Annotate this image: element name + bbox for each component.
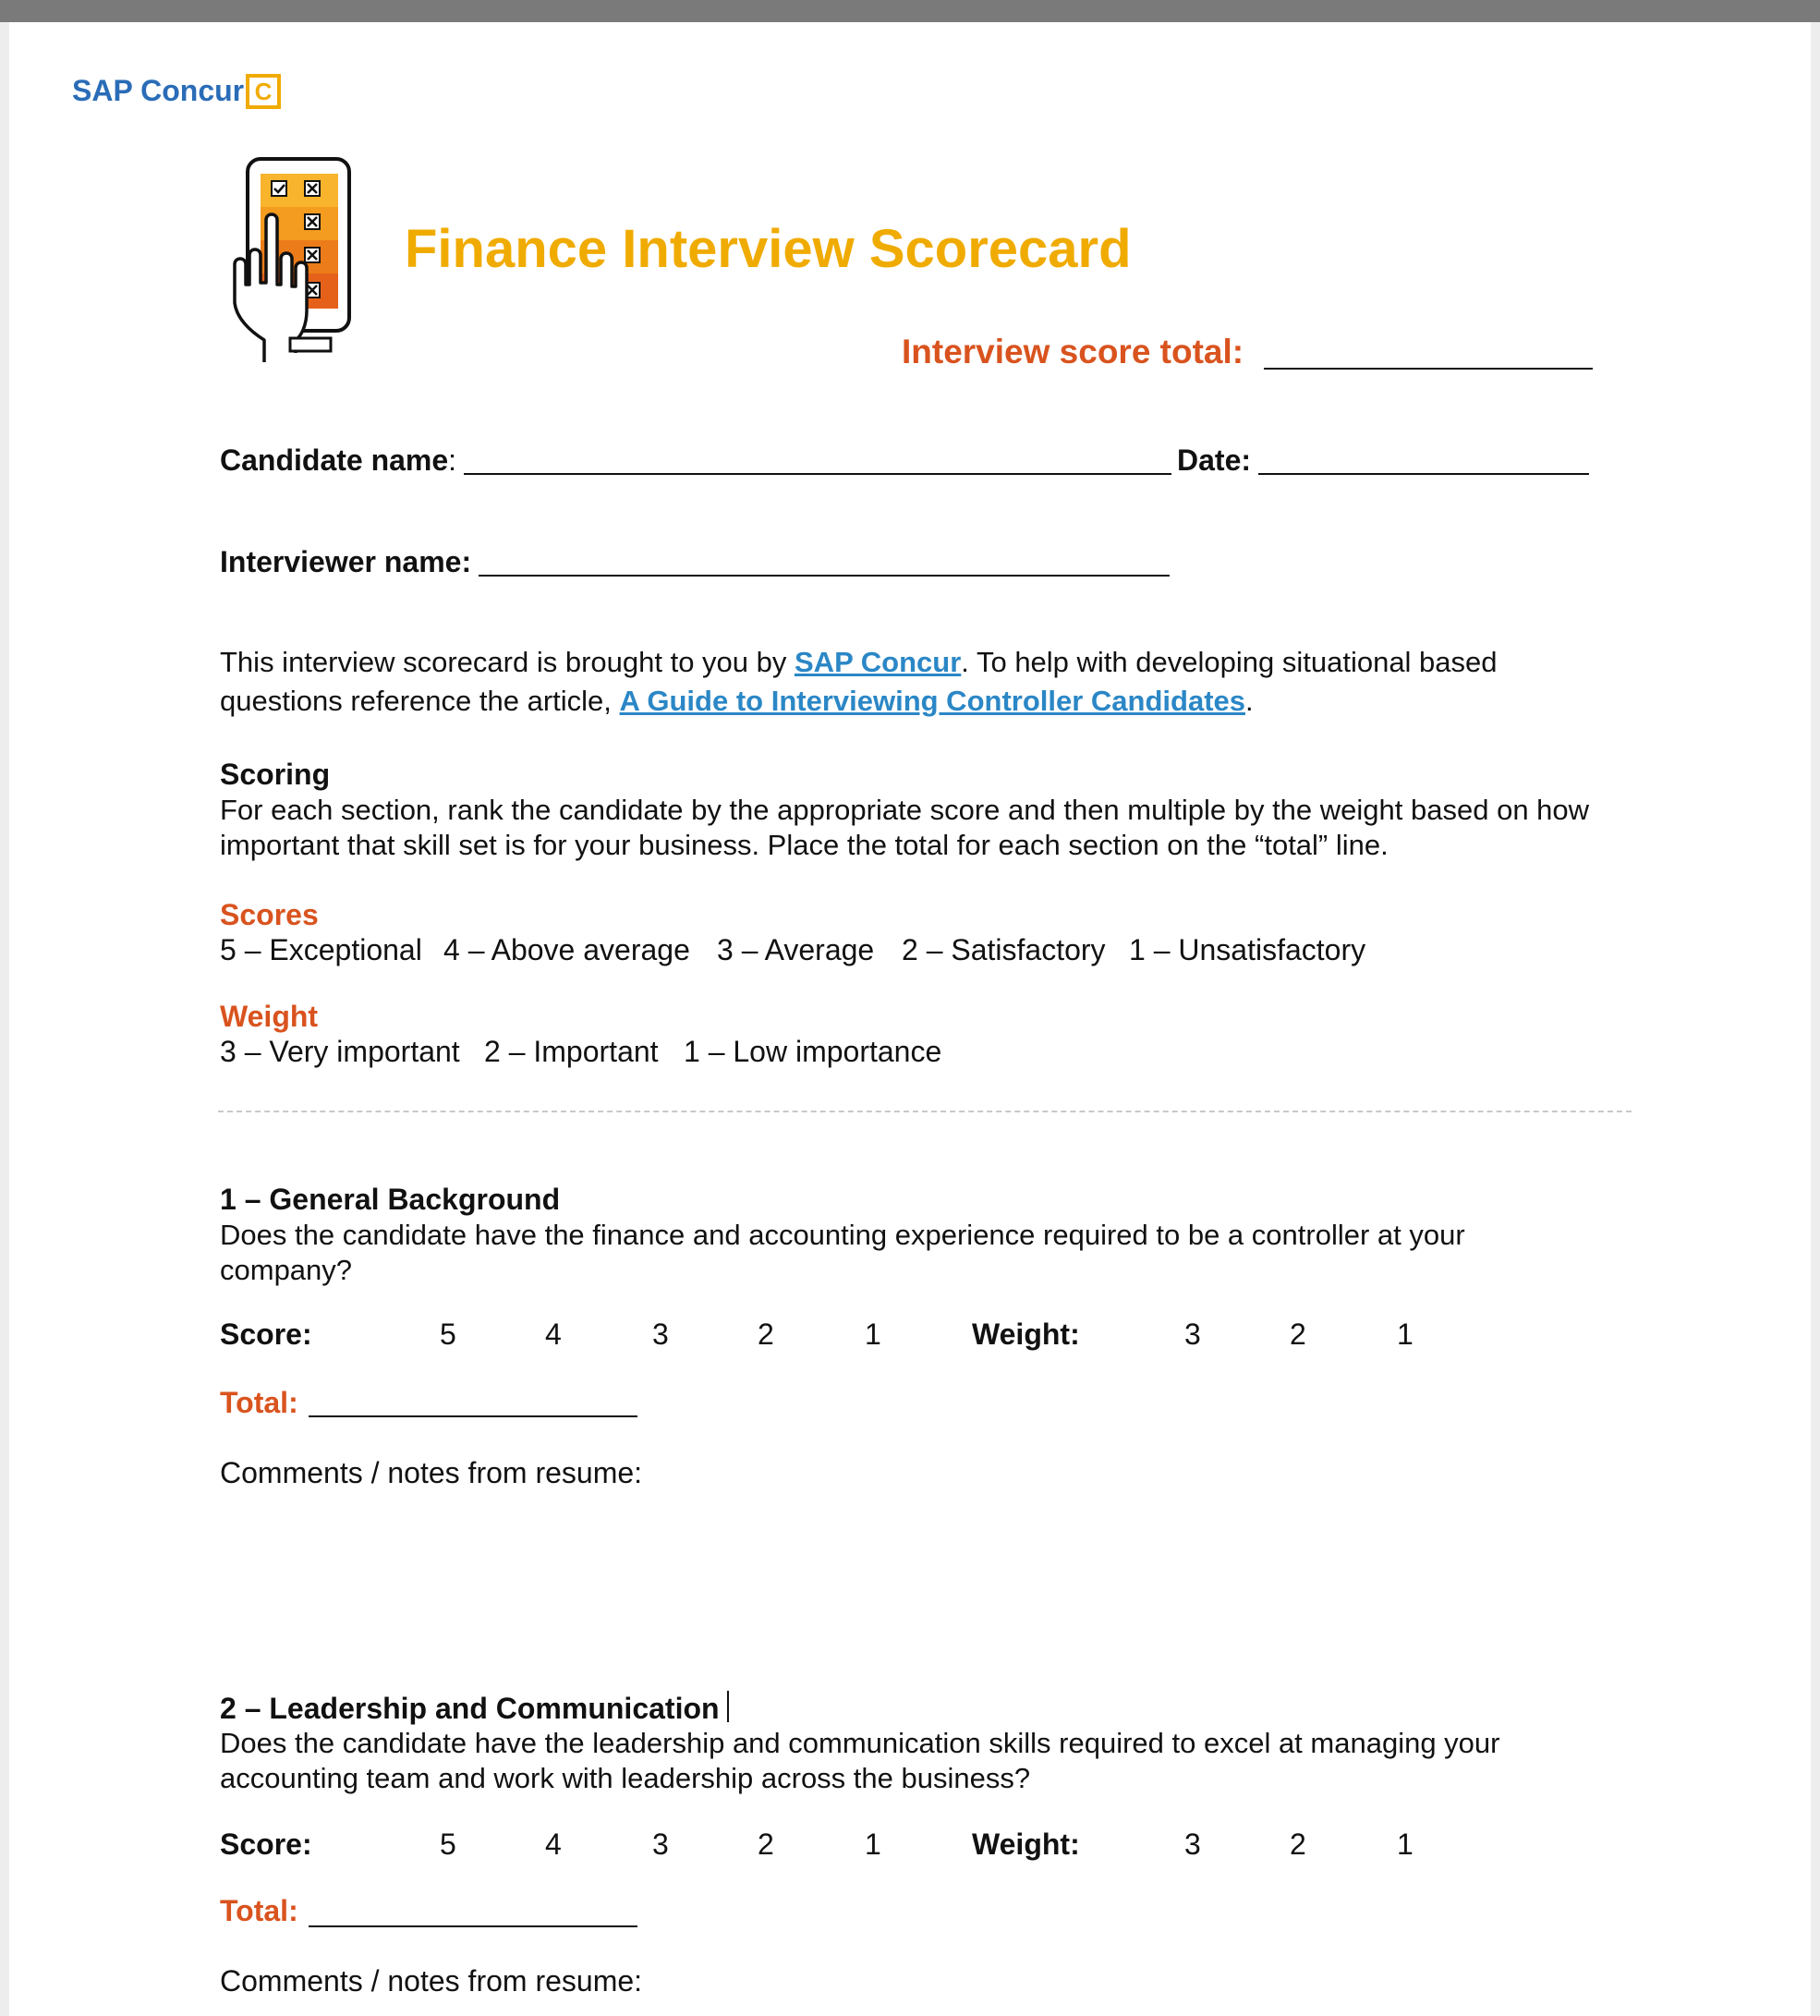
interview-score-total-label: Interview score total: <box>902 333 1244 370</box>
date-line[interactable] <box>1258 473 1589 475</box>
section-1-score-option[interactable]: 4 <box>545 1318 562 1351</box>
candidate-name-label: Candidate name: <box>220 443 457 477</box>
section-2-score-option[interactable]: 3 <box>652 1828 669 1861</box>
section-1-comments-label: Comments / notes from resume: <box>220 1456 643 1489</box>
weight-heading: Weight <box>220 1000 319 1033</box>
scoring-text: For each section, rank the candidate by the appropriate score and then multiple by the weight based on how important that skill set is for your business. Place the total for each section on the “total” line. <box>220 794 1590 861</box>
section-2-total-label: Total: <box>220 1894 298 1927</box>
section-2-question: Does the candidate have the leadership and communication skills required to excel at managing your accounting team and work with leadership across the business? <box>220 1727 1500 1794</box>
section-divider <box>218 1111 1632 1112</box>
section-2-weight-option[interactable]: 3 <box>1184 1828 1201 1861</box>
section-1-title: 1 – General Background <box>220 1183 561 1216</box>
date-label: Date: <box>1177 443 1252 477</box>
section-2-score-option[interactable]: 2 <box>758 1828 774 1861</box>
candidate-name-line[interactable] <box>464 473 1171 475</box>
scores-legend-item: 4 – Above average <box>443 933 690 966</box>
section-2-score-label: Score: <box>220 1828 312 1861</box>
section-2-score-option[interactable]: 1 <box>865 1828 881 1861</box>
section-1-score-label: Score: <box>220 1318 312 1351</box>
sap-concur-logo-text: SAP Concur <box>72 74 245 107</box>
window-top-bar <box>0 0 1820 22</box>
document-page <box>9 22 1811 2016</box>
weight-legend-item: 3 – Very important <box>220 1035 460 1068</box>
section-1-total-line[interactable] <box>309 1415 637 1417</box>
section-1-score-option[interactable]: 3 <box>652 1318 669 1351</box>
section-2-total-line[interactable] <box>309 1925 637 1927</box>
intro-text-2: . To help with developing situational based questions reference the article, <box>220 646 1498 717</box>
scores-legend-item: 5 – Exceptional <box>220 933 422 966</box>
checklist-hand-icon <box>231 155 370 366</box>
section-2-weight-label: Weight: <box>972 1828 1080 1861</box>
section-2-weight-option[interactable]: 1 <box>1397 1828 1414 1861</box>
scoring-heading: Scoring <box>220 758 331 791</box>
interviewer-name-label: Interviewer name: <box>220 545 472 578</box>
section-2-score-option[interactable]: 5 <box>440 1828 456 1861</box>
scores-heading: Scores <box>220 898 319 931</box>
section-1-question: Does the candidate have the finance and accounting experience required to be a controller at your company? <box>220 1219 1465 1286</box>
section-2-comments-label: Comments / notes from resume: <box>220 1964 643 1998</box>
section-1-weight-option[interactable]: 1 <box>1397 1318 1414 1351</box>
section-2-score-option[interactable]: 4 <box>545 1828 562 1861</box>
section-1-total-label: Total: <box>220 1386 298 1419</box>
section-1-weight-label: Weight: <box>972 1318 1080 1351</box>
section-1-comments-area[interactable] <box>220 1497 1606 1645</box>
intro-paragraph <box>220 643 1624 721</box>
scores-legend-item: 2 – Satisfactory <box>902 933 1106 966</box>
section-2-title: 2 – Leadership and Communication <box>220 1691 729 1726</box>
controller-guide-link[interactable]: A Guide to Interviewing Controller Candidates <box>619 685 1246 717</box>
weight-legend-item: 1 – Low importance <box>684 1035 942 1068</box>
section-1-weight-option[interactable]: 2 <box>1290 1318 1306 1351</box>
text-cursor <box>727 1691 729 1722</box>
concur-logo-mark: C <box>246 74 281 109</box>
intro-text-3: . <box>1245 685 1254 717</box>
section-1-score-option[interactable]: 1 <box>865 1318 881 1351</box>
sap-concur-link[interactable]: SAP Concur <box>795 646 962 678</box>
interview-score-total-line[interactable] <box>1264 368 1593 370</box>
section-2-weight-option[interactable]: 2 <box>1290 1828 1306 1861</box>
interviewer-name-line[interactable] <box>479 575 1170 577</box>
section-1-weight-option[interactable]: 3 <box>1184 1318 1201 1351</box>
section-1-score-option[interactable]: 5 <box>440 1318 456 1351</box>
section-1-score-option[interactable]: 2 <box>758 1318 774 1351</box>
weight-legend-item: 2 – Important <box>484 1035 659 1068</box>
scores-legend-item: 3 – Average <box>717 933 875 966</box>
scores-legend-item: 1 – Unsatisfactory <box>1129 933 1366 966</box>
document-title: Finance Interview Scorecard <box>405 219 1132 279</box>
intro-text-1: This interview scorecard is brought to you by <box>220 646 795 678</box>
